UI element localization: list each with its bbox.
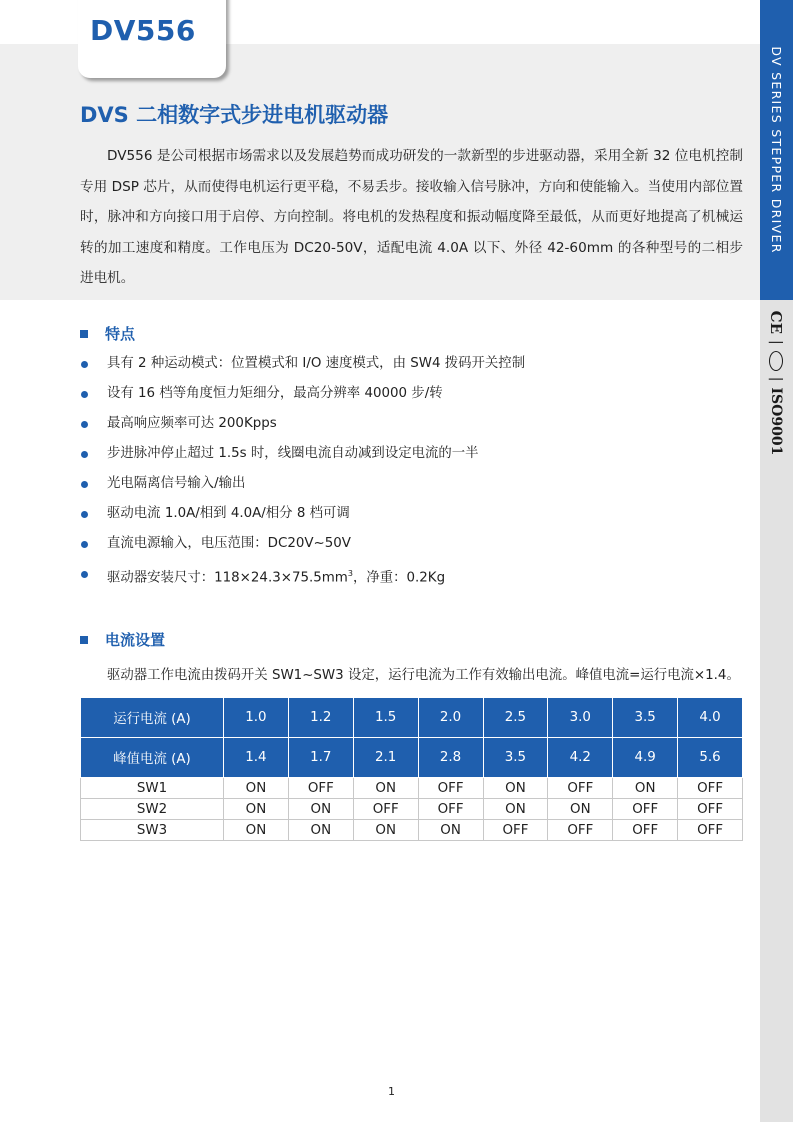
intro-paragraph: DV556 是公司根据市场需求以及发展趋势而成功研发的一款新型的步进驱动器，采用全新 32 位电机控制专用 DSP 芯片，从而使得电机运行更平稳，不易丢步。接收输入信号脉冲，方向和使能输入。当使用内部位置时，脉冲和方向接口用于启停、方向控制。将电机的发热程度和振动幅度降至最低，从而更好地提高了机械运转的加工速度和精度。工作电压为 DC20-50V，适配电流 4.0A 以下、外径 42-60mm 的各种型号的二相步进电机。 — [80, 148, 743, 286]
table-cell: 4.9 — [613, 738, 678, 778]
table-cell: 1.4 — [224, 738, 289, 778]
table-cell: 3.5 — [483, 738, 548, 778]
run-current-label: 运行电流 (A) — [81, 698, 224, 738]
table-cell: OFF — [483, 820, 548, 841]
bullet-icon — [81, 451, 88, 458]
iso-mark: ISO9001 — [768, 387, 784, 456]
model-tab — [78, 0, 226, 78]
table-cell: 1.2 — [288, 698, 353, 738]
divider: | — [768, 376, 784, 382]
table-cell: OFF — [613, 799, 678, 820]
table-row — [81, 698, 743, 738]
bullet-icon — [81, 541, 88, 548]
table-cell: ON — [483, 799, 548, 820]
table-cell: 2.0 — [418, 698, 483, 738]
table-row — [81, 820, 743, 841]
ce-mark: CE — [767, 310, 785, 335]
features-list — [80, 349, 525, 589]
table-cell: 2.1 — [353, 738, 418, 778]
list-item: 驱动电流 1.0A/相到 4.0A/相分 8 档可调 — [80, 499, 525, 529]
switch-label: SW2 — [81, 799, 224, 820]
current-heading — [80, 629, 165, 650]
sidebar-series-text: DV SERIES STEPPER DRIVER — [769, 46, 784, 254]
table-cell: OFF — [548, 820, 613, 841]
list-item: 设有 16 档等角度恒力矩细分，最高分辨率 40000 步/转 — [80, 379, 525, 409]
table-cell: OFF — [418, 778, 483, 799]
table-cell: 2.5 — [483, 698, 548, 738]
current-table — [80, 697, 743, 841]
certification-badge-icon — [769, 351, 783, 371]
table-cell: ON — [418, 820, 483, 841]
table-cell: 2.8 — [418, 738, 483, 778]
table-cell: 1.7 — [288, 738, 353, 778]
bullet-icon — [81, 391, 88, 398]
table-cell: 4.2 — [548, 738, 613, 778]
table-cell: ON — [224, 820, 289, 841]
certification-marks — [765, 308, 787, 458]
table-cell: ON — [353, 778, 418, 799]
table-cell: 3.0 — [548, 698, 613, 738]
features-heading — [80, 323, 135, 344]
list-item: 驱动器安装尺寸：$118\times 24.3\times 75.5mm^3$，净重：0.2Kg — [80, 559, 525, 589]
model-name: DV556 — [90, 14, 196, 47]
switch-label: SW3 — [81, 820, 224, 841]
current-heading-label: 电流设置 — [105, 631, 166, 649]
features-heading-label: 特点 — [105, 325, 136, 343]
current-description: 驱动器工作电流由拨码开关 SW1~SW3 设定，运行电流为工作有效输出电流。峰值电流=运行电流×1.4。 — [107, 668, 740, 683]
table-cell: 3.5 — [613, 698, 678, 738]
table-cell: 1.0 — [224, 698, 289, 738]
list-item: 直流电源输入，电压范围：DC20V~50V — [80, 529, 525, 559]
switch-label: SW1 — [81, 778, 224, 799]
peak-current-label: 峰值电流 (A) — [81, 738, 224, 778]
table-cell: 4.0 — [678, 698, 743, 738]
bullet-icon — [81, 421, 88, 428]
table-cell: ON — [483, 778, 548, 799]
table-cell: OFF — [678, 799, 743, 820]
bullet-icon — [81, 571, 88, 578]
heading-square-icon — [80, 636, 88, 644]
table-cell: OFF — [353, 799, 418, 820]
list-item: 步进脉冲停止超过 1.5s 时，线圈电流自动减到设定电流的一半 — [80, 439, 525, 469]
table-cell: ON — [353, 820, 418, 841]
table-cell: OFF — [678, 778, 743, 799]
table-cell: 5.6 — [678, 738, 743, 778]
table-row — [81, 778, 743, 799]
list-item: 具有 2 种运动模式：位置模式和 I/O 速度模式，由 SW4 拨码开关控制 — [80, 349, 525, 379]
page-number: 1 — [388, 1085, 395, 1098]
table-cell: ON — [224, 799, 289, 820]
table-cell: OFF — [548, 778, 613, 799]
table-cell: ON — [288, 820, 353, 841]
list-item: 光电隔离信号输入/输出 — [80, 469, 525, 499]
divider: | — [768, 340, 784, 345]
table-cell: OFF — [613, 820, 678, 841]
table-row — [81, 738, 743, 778]
list-item: 最高响应频率可达 200Kpps — [80, 409, 525, 439]
table-cell: OFF — [418, 799, 483, 820]
table-cell: OFF — [288, 778, 353, 799]
bullet-icon — [81, 511, 88, 518]
table-cell: ON — [548, 799, 613, 820]
table-cell: OFF — [678, 820, 743, 841]
table-cell: ON — [288, 799, 353, 820]
table-row — [81, 799, 743, 820]
bullet-icon — [81, 481, 88, 488]
table-cell: 1.5 — [353, 698, 418, 738]
table-cell: ON — [613, 778, 678, 799]
bullet-icon — [81, 361, 88, 368]
table-cell: ON — [224, 778, 289, 799]
page-title: DVS 二相数字式步进电机驱动器 — [80, 103, 389, 127]
heading-square-icon — [80, 330, 88, 338]
